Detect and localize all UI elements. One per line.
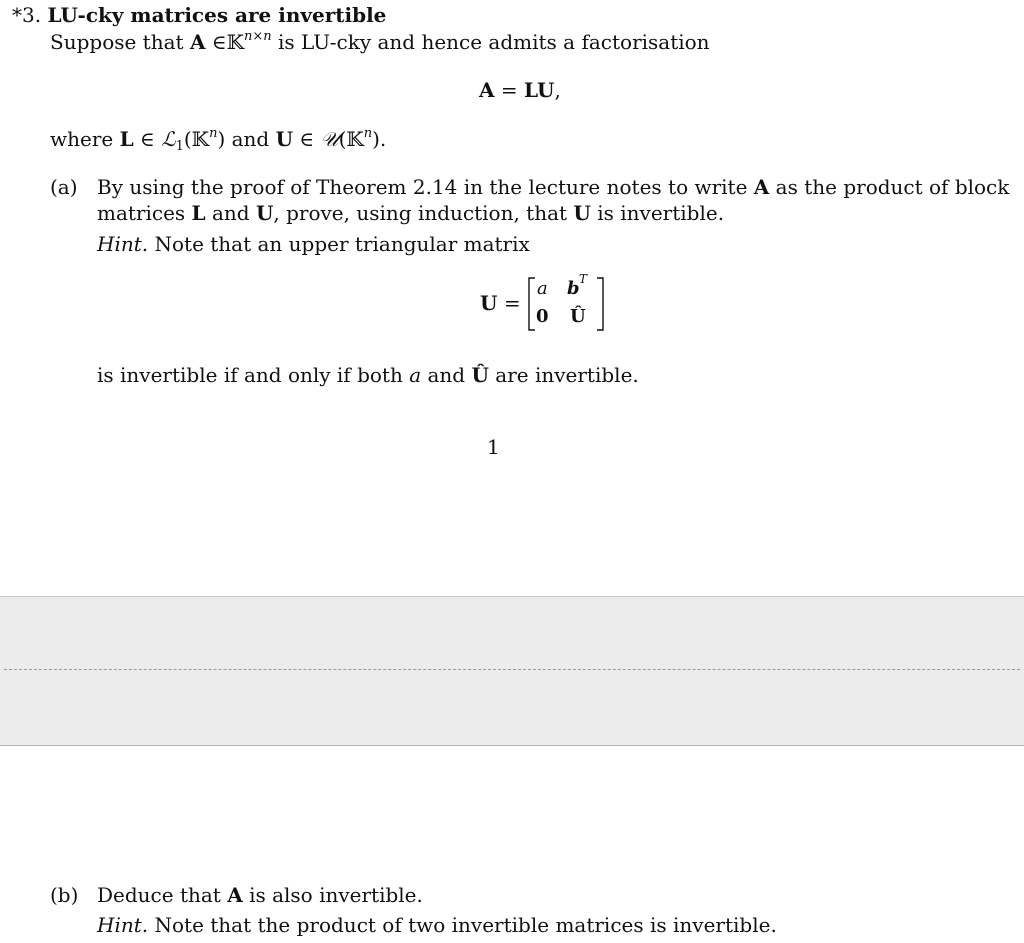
matrix-cell-b: b: [566, 278, 580, 299]
where-in-2: ∈: [299, 127, 315, 151]
where-line: [50, 127, 386, 152]
intro-text: Suppose that: [50, 30, 184, 54]
left-bracket: [529, 278, 535, 330]
problem-number: *3.: [12, 3, 42, 27]
intro-in-symbol: ∈: [211, 30, 227, 54]
intro-text-2: is LU-cky and hence admits a factorisation: [278, 30, 710, 54]
part-b-text-1: Deduce that: [97, 883, 221, 907]
part-b-text-2: is also invertible.: [249, 883, 423, 907]
page-break-band: [0, 596, 1024, 746]
right-bracket: [597, 278, 603, 330]
intro-matrix-A: A: [189, 30, 206, 54]
eq-equals: =: [500, 78, 518, 102]
conclusion-a: a: [409, 363, 422, 387]
matrix-cell-a: a: [536, 278, 548, 299]
eq-rhs: LU: [524, 78, 555, 102]
page-number: 1: [487, 435, 500, 459]
matrix-cell-uhat: Û: [569, 306, 586, 327]
part-b-hint: [97, 913, 777, 938]
part-a-label: (a): [50, 175, 78, 199]
where-set-L1: ℒ: [161, 127, 176, 151]
block-matrix-equation: [480, 272, 613, 334]
part-b-hint-text: Note that the product of two invertible matrices is invertible.: [154, 913, 777, 937]
part-a-text-5: , prove, using induction, that: [273, 201, 568, 225]
intro-field: 𝕂: [226, 30, 245, 54]
part-a-hint: [97, 232, 530, 257]
part-a-text-2: as the product of block: [775, 175, 1010, 199]
problem-heading: [12, 3, 386, 28]
matrix-equals: =: [503, 290, 521, 315]
part-a-text-3: matrices: [97, 201, 186, 225]
part-a-line-1: [97, 175, 1009, 200]
part-a-hint-text: Note that an upper triangular matrix: [154, 232, 530, 256]
conclusion-text-1: is invertible if and only if both: [97, 363, 403, 387]
where-text: where: [50, 127, 114, 151]
problem-intro: [50, 30, 710, 55]
intro-dim: n×n: [244, 29, 272, 44]
matrix-cell-transpose: T: [578, 272, 587, 286]
part-a-U-2: U: [573, 201, 591, 225]
factorisation-equation: [479, 78, 561, 103]
part-b-hint-label: Hint.: [97, 913, 149, 937]
where-sup-2: n: [363, 126, 373, 141]
part-a-conclusion: [97, 363, 639, 388]
where-arg-1: (𝕂: [183, 127, 210, 151]
part-a-L: L: [191, 201, 206, 225]
where-U: U: [275, 127, 294, 151]
problem-title: LU-cky matrices are invertible: [47, 3, 387, 27]
matrix-lhs: U: [480, 290, 498, 315]
block-matrix: [527, 272, 613, 332]
part-b-line: [97, 883, 423, 908]
part-a-hint-label: Hint.: [97, 232, 149, 256]
part-a-U: U: [255, 201, 274, 225]
conclusion-text-2: and: [427, 363, 466, 387]
page-break-dashed-line: [4, 669, 1020, 670]
part-a-A: A: [753, 175, 770, 199]
part-b-label: (b): [50, 883, 79, 907]
part-a-text-6: is invertible.: [597, 201, 725, 225]
where-close-2: ).: [372, 127, 387, 151]
part-a-text-1: By using the proof of Theorem 2.14 in the lecture notes to write: [97, 175, 748, 199]
eq-punct: ,: [554, 78, 561, 102]
where-and: and: [231, 127, 270, 151]
where-arg-2: (𝕂: [338, 127, 364, 151]
where-L: L: [119, 127, 134, 151]
where-close-1: ): [217, 127, 226, 151]
conclusion-text-3: are invertible.: [495, 363, 639, 387]
eq-lhs: A: [479, 78, 495, 102]
part-a-line-2: [97, 201, 724, 226]
part-b-A: A: [227, 883, 243, 907]
where-in-1: ∈: [140, 127, 155, 151]
conclusion-uhat: Û: [471, 363, 489, 387]
where-sup-1: n: [209, 126, 218, 141]
where-set-U: 𝒰: [320, 127, 339, 151]
part-a-text-4: and: [211, 201, 250, 225]
matrix-cell-zero: 0: [535, 306, 549, 327]
where-sub-1: 1: [175, 139, 184, 154]
